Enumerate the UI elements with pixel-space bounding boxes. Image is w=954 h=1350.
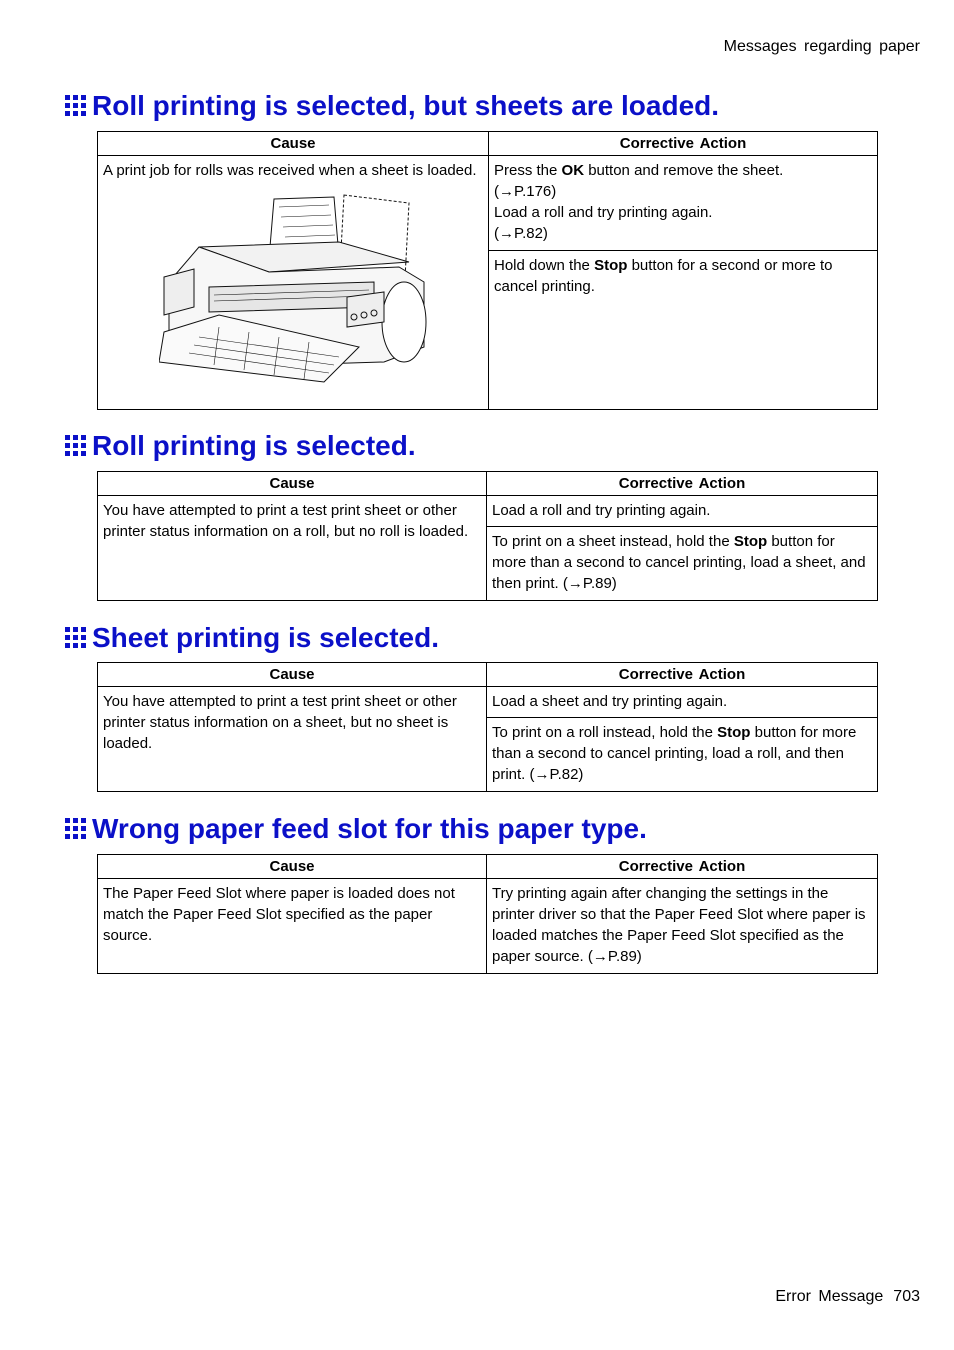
section-title-wrong-slot	[65, 813, 647, 845]
column-header-action: Corrective Action	[487, 663, 878, 687]
action-text: Press the OK button and remove the sheet.	[494, 162, 784, 179]
column-header-cause: Cause	[98, 663, 487, 687]
section-title-text: Sheet printing is selected.	[92, 622, 439, 653]
printer-illustration	[159, 187, 429, 392]
section-title-text: Roll printing is selected, but sheets are loaded.	[92, 90, 720, 121]
column-header-action: Corrective Action	[487, 855, 878, 879]
column-header-cause: Cause	[98, 855, 487, 879]
section-title-text: Wrong paper feed slot for this paper type.	[92, 813, 647, 844]
action-text: Load a roll and try printing again.	[494, 204, 713, 221]
cause-text: A print job for rolls was received when a sheet is loaded.	[103, 162, 477, 179]
action-cell	[489, 156, 878, 251]
action-cell: To print on a sheet instead, hold the Stop button for more than a second to cancel printing, load a sheet, and then print. (→P.89)	[487, 527, 878, 601]
grid-icon	[65, 95, 87, 117]
ok-button-label: OK	[561, 162, 585, 179]
cause-cell: You have attempted to print a test print sheet or other printer status information on a roll, but no roll is loaded.	[98, 496, 487, 601]
message-table	[97, 854, 878, 974]
action-cell	[489, 251, 878, 410]
stop-button-label: Stop	[717, 724, 751, 741]
page-ref: (→P.82)	[494, 225, 548, 242]
section-title-text: Roll printing is selected.	[92, 430, 416, 461]
grid-icon	[65, 627, 87, 649]
stop-button-label: Stop	[733, 533, 768, 550]
column-header-cause: Cause	[98, 132, 489, 156]
section-title-sheet-selected	[65, 622, 439, 654]
section-title-roll-vs-sheet	[65, 90, 719, 122]
grid-icon	[65, 818, 87, 840]
grid-icon	[65, 435, 87, 457]
running-header: Messages regarding paper	[723, 38, 920, 55]
column-header-action: Corrective Action	[489, 132, 878, 156]
section-title-roll-selected	[65, 430, 416, 462]
page-ref: (→P.176)	[494, 183, 557, 200]
footer-chapter: Error Message	[775, 1288, 884, 1305]
stop-button-label: Stop	[594, 257, 628, 274]
action-cell: Load a sheet and try printing again.	[487, 687, 878, 718]
cause-cell: The Paper Feed Slot where paper is loaded does not match the Paper Feed Slot specified as the paper source.	[98, 879, 487, 974]
column-header-action: Corrective Action	[487, 472, 878, 496]
message-table	[97, 471, 878, 601]
page-footer	[765, 1288, 920, 1306]
action-cell: Load a roll and try printing again.	[487, 496, 878, 527]
column-header-cause: Cause	[98, 472, 487, 496]
cause-cell: You have attempted to print a test print sheet or other printer status information on a sheet, but no sheet is loaded.	[98, 687, 487, 792]
action-cell: To print on a roll instead, hold the Stop button for more than a second to cancel printing, load a roll, and then print. (→P.82)	[487, 718, 878, 792]
action-text: Hold down the Stop button for a second or more to cancel printing.	[494, 257, 833, 295]
action-cell: Try printing again after changing the settings in the printer driver so that the Paper Feed Slot where paper is loaded matches the Paper Feed Slot specified as the paper source. (→P.89)	[487, 879, 878, 974]
cause-cell	[98, 156, 489, 410]
message-table	[97, 131, 878, 410]
message-table	[97, 662, 878, 792]
page-number: 703	[893, 1288, 920, 1305]
